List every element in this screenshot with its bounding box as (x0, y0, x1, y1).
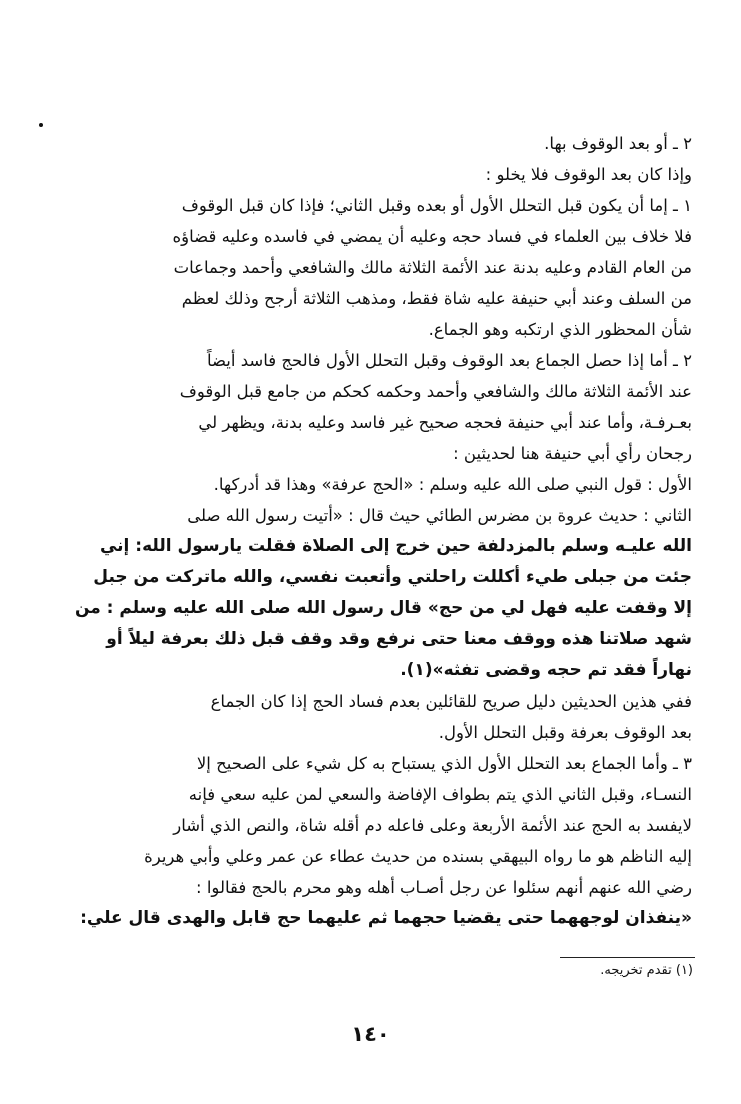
hadith-line: الله عليـه وسلم بالمزدلفة حين خرج إلى الصلاة فقلت يارسول الله: إني (99, 536, 692, 556)
text-line: الأول : قول النبي صلى الله عليه وسلم : «الحج عرفة» وهذا قد أدركها. (213, 475, 692, 494)
text-line: وإذا كان بعد الوقوف فلا يخلو : (485, 165, 692, 184)
text-line: من العام القادم وعليه بدنة عند الأئمة الثلاثة مالك والشافعي وأحمد وجماعات (173, 258, 692, 277)
text-line: ٢ ـ أو بعد الوقوف بها. (544, 134, 692, 153)
text-line: عند الأئمة الثلاثة مالك والشافعي وأحمد وحكمه كحكم من جامع قبل الوقوف (179, 382, 692, 401)
text-line: شأن المحظور الذي ارتكبه وهو الجماع. (428, 320, 692, 339)
footnote: (١) تقدم تخريجه. (600, 963, 693, 978)
text-line: الثاني : حديث عروة بن مضرس الطائي حيث قال : «أتيت رسول الله صلى (187, 506, 692, 525)
page-number: ١٤٠ (351, 1022, 390, 1046)
text-line: ٣ ـ وأما الجماع بعد التحلل الأول الذي يستباح به كل شيء على الصحيح إلا (196, 754, 692, 773)
text-line: رضي الله عنهم أنهم سئلوا عن رجل أصـاب أهله وهو محرم بالحج فقالوا : (196, 878, 692, 897)
hadith-line: شهد صلاتنا هذه ووقف معنا حتى نرفع وقد وقف قبل ذلك بعرفة ليلاً أو (106, 629, 692, 649)
text-line: ١ ـ إما أن يكون قبل التحلل الأول أو بعده وقبل الثاني؛ فإذا كان قبل الوقوف (181, 196, 692, 215)
text-line: إليه الناظم هو ما رواه البيهقي بسنده من حديث عطاء عن عمر وعلي وأبي هريرة (144, 847, 692, 866)
hadith-line: إلا وقفت عليه فهل لي من حج» قال رسول الله صلى الله عليه وسلم : من (74, 598, 692, 618)
text-line: رجحان رأي أبي حنيفة هنا لحديثين : (453, 444, 692, 463)
hadith-line: نهاراً فقد تم حجه وقضى تفثه»(١). (400, 660, 692, 680)
text-line: النسـاء، وقبل الثاني الذي يتم بطواف الإفاضة والسعي لمن عليه سعي فإنه (188, 785, 692, 804)
text-line: ففي هذين الحديثين دليل صريح للقائلين بعدم فساد الحج إذا كان الجماع (210, 692, 692, 711)
text-line: من السلف وعند أبي حنيفة عليه شاة فقط، ومذهب الثلاثة أرجح وذلك لعظم (181, 289, 692, 308)
main-text (62, 128, 692, 934)
page-speck (39, 123, 43, 127)
footnote-divider (560, 957, 695, 958)
text-line: لايفسد به الحج عند الأئمة الأربعة وعلى فاعله دم أقله شاة، والنص الذي أشار (173, 816, 692, 835)
quote-line: «ينفذان لوجههما حتى يقضيا حجهما ثم عليهما حج قابل والهدى قال علي: (80, 908, 692, 928)
text-line: بعـرفـة، وأما عند أبي حنيفة فحجه صحيح غير فاسد وعليه بدنة، ويظهر لي (198, 413, 692, 432)
text-line: فلا خلاف بين العلماء في فساد حجه وعليه أن يمضي في فاسده وعليه قضاؤه (172, 227, 692, 246)
text-line: بعد الوقوف بعرفة وقبل التحلل الأول. (438, 723, 692, 742)
text-line: ٢ ـ أما إذا حصل الجماع بعد الوقوف وقبل التحلل الأول فالحج فاسد أيضاً (206, 351, 692, 370)
hadith-line: جئت من جبلى طيء أكللت راحلتي وأتعبت نفسي، والله ماتركت من جبل (93, 567, 692, 587)
